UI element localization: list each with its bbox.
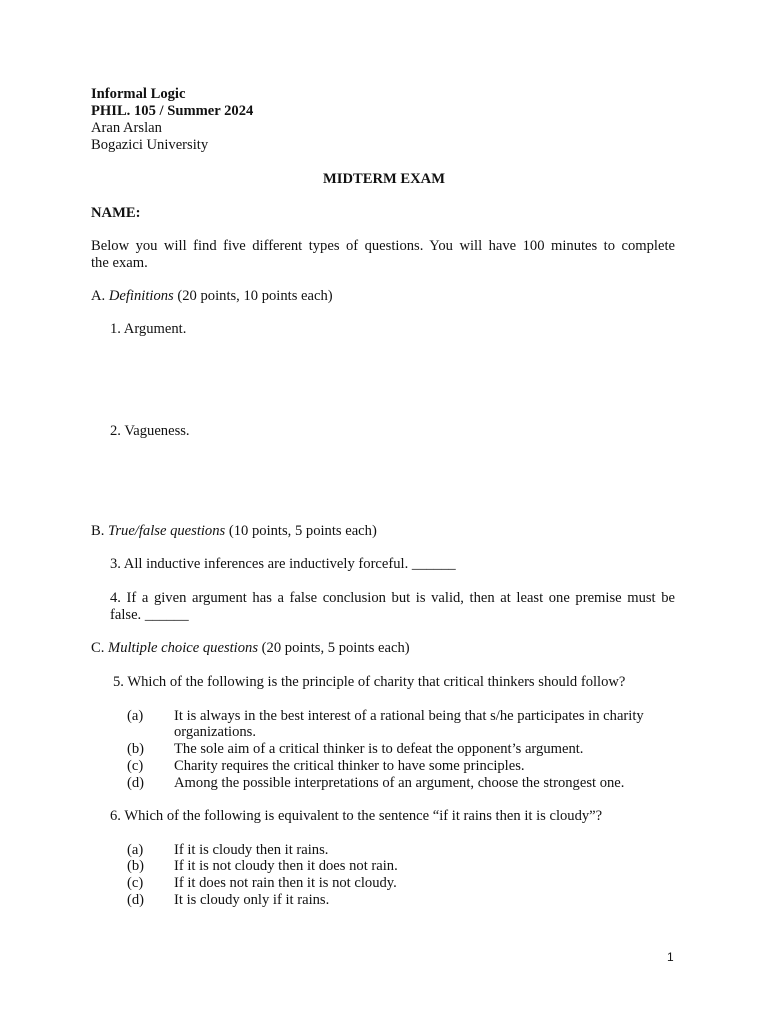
q5-option-a-text-cont: organizations. — [174, 724, 257, 740]
q5-option-a-label: (a) — [127, 708, 144, 724]
page-number: 1 — [667, 950, 674, 964]
section-c-heading — [91, 640, 410, 657]
q5-option-b-text: The sole aim of a critical thinker is to defeat the opponent’s argument. — [174, 741, 584, 757]
section-a-letter: A. — [91, 288, 106, 304]
q6-option-d-label: (d) — [127, 892, 145, 908]
q5-option-d-label: (d) — [127, 775, 145, 791]
q5-option-c-label: (c) — [127, 758, 144, 774]
intro-line-1: Below you will find five different types of questions. You will have 100 minutes to complete — [91, 238, 675, 254]
section-b-points: (10 points, 5 points each) — [228, 523, 377, 539]
intro-line-2: the exam. — [91, 255, 148, 271]
q5-option-a-text: It is always in the best interest of a rational being that s/he participates in charity — [174, 708, 644, 724]
course-code: PHIL. 105 / Summer 2024 — [91, 103, 254, 119]
question-3: 3. All inductive inferences are inductively forceful. ______ — [110, 556, 456, 572]
section-c-letter: C. — [91, 640, 105, 656]
section-b-heading — [91, 523, 377, 540]
question-6-stem: 6. Which of the following is equivalent to the sentence “if it rains then it is cloudy”? — [110, 808, 603, 824]
section-a-heading — [91, 288, 333, 305]
section-b-letter: B. — [91, 523, 105, 539]
q5-option-c-text: Charity requires the critical thinker to have some principles. — [174, 758, 525, 774]
section-c-points: (20 points, 5 points each) — [261, 640, 410, 656]
q5-option-b-label: (b) — [127, 741, 145, 757]
section-a-title: Definitions — [108, 288, 174, 304]
q6-option-b-text: If it is not cloudy then it does not rain. — [174, 858, 398, 874]
question-4-line-2: false. ______ — [110, 607, 189, 623]
section-b-title: True/false questions — [108, 523, 226, 539]
q6-option-c-text: If it does not rain then it is not cloudy. — [174, 875, 397, 891]
section-a-points: (20 points, 10 points each) — [177, 288, 333, 304]
instructor-name: Aran Arslan — [91, 120, 162, 136]
question-4-line-1: 4. If a given argument has a false conclusion but is valid, then at least one premise must be — [110, 590, 675, 606]
course-title: Informal Logic — [91, 86, 186, 102]
question-5-stem: 5. Which of the following is the principle of charity that critical thinkers should follow? — [113, 674, 626, 690]
q6-option-a-label: (a) — [127, 842, 144, 858]
q5-option-d-text: Among the possible interpretations of an argument, choose the strongest one. — [174, 775, 625, 791]
university-name: Bogazici University — [91, 137, 209, 153]
name-label: NAME: — [91, 205, 141, 221]
q6-option-a-text: If it is cloudy then it rains. — [174, 842, 329, 858]
section-c-title: Multiple choice questions — [108, 640, 259, 656]
q6-option-c-label: (c) — [127, 875, 144, 891]
exam-title: MIDTERM EXAM — [322, 171, 445, 187]
q6-option-b-label: (b) — [127, 858, 145, 874]
question-1: 1. Argument. — [110, 321, 187, 337]
q6-option-d-text: It is cloudy only if it rains. — [174, 892, 330, 908]
question-2: 2. Vagueness. — [110, 423, 190, 439]
